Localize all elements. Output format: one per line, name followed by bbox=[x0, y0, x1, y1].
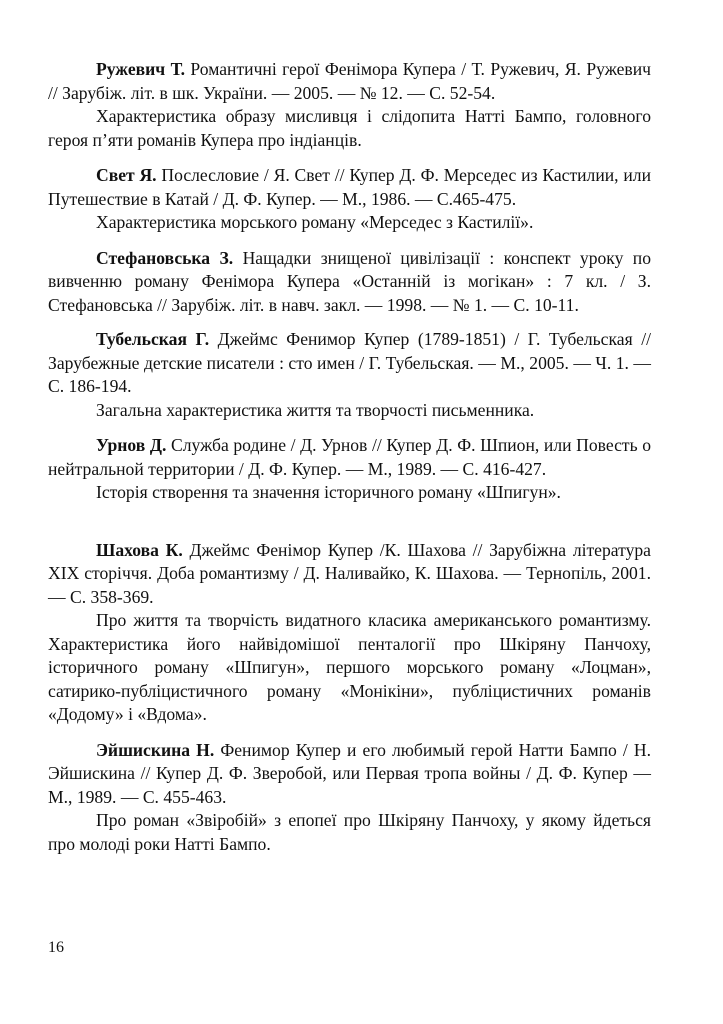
bibliography-entry-stefanovska bbox=[48, 247, 651, 318]
entry-citation bbox=[48, 247, 651, 318]
entry-citation-text: Послесловие / Я. Свет // Купер Д. Ф. Мерседес из Кастилии, или Путешествие в Катай / Д. Ф. Купер. — М., 1986. — С.465-475. bbox=[48, 165, 651, 209]
entry-citation-text: Романтичні герої Фенімора Купера / Т. Ружевич, Я. Ружевич // Зарубіж. літ. в шк. України. — 2005. — № 12. — С. 52-54. bbox=[48, 59, 651, 103]
bibliography-entry-tubelskaya bbox=[48, 328, 651, 422]
entry-description: Характеристика морського роману «Мерседес з Кастилії». bbox=[96, 212, 534, 232]
bibliography-entry-svet bbox=[48, 164, 651, 235]
bibliography-entry-ruzhevych bbox=[48, 58, 651, 152]
entry-description: Про життя та творчість видатного класика американського романтизму. Характеристика його найвідомішої пенталогії про Шкіряну Панчоху, історичного роману «Шпигун», першого морського роману «Лоцман», сатирико-публіцистичного роману «Монікіни», публіцистичних романів «Додому» і «Вдома». bbox=[48, 610, 651, 724]
entry-author: Тубельская Г. bbox=[96, 329, 210, 349]
bibliography-entry-eyshiskina bbox=[48, 739, 651, 857]
entry-citation-text: Служба родине / Д. Урнов // Купер Д. Ф. Шпион, или Повесть о нейтральной территории / Д. Ф. Купер. — М., 1989. — С. 416-427. bbox=[48, 435, 652, 479]
entry-citation bbox=[48, 434, 651, 481]
bibliography-list bbox=[48, 58, 651, 856]
entry-author: Урнов Д. bbox=[96, 435, 167, 455]
entry-author: Шахова К. bbox=[96, 539, 183, 560]
entry-citation bbox=[48, 539, 651, 610]
entry-author: Ружевич Т. bbox=[96, 59, 185, 79]
entry-author: Эйшискина Н. bbox=[96, 739, 215, 760]
entry-description: Загальна характеристика життя та творчості письменника. bbox=[96, 399, 535, 420]
entry-citation bbox=[48, 328, 651, 399]
entry-author: Свет Я. bbox=[96, 165, 157, 185]
entry-citation-text: Джеймс Фенімор Купер /К. Шахова // Зарубіжна література XIX сторіччя. Доба романтизму / Д. Наливайко, К. Шахова. — Тернопіль, 2001. — С. 358-369. bbox=[48, 539, 651, 607]
entry-description: Про роман «Звіробій» з епопеї про Шкіряну Панчоху, у якому йдеться про молоді роки Натті Бампо. bbox=[48, 810, 651, 854]
entry-citation-text: Джеймс Фенимор Купер (1789-1851) / Г. Тубельская // Зарубежные детские писатели : сто имен / Г. Тубельская. — М., 2005. — Ч. 1. — С. 186-194. bbox=[48, 329, 651, 396]
entry-citation bbox=[48, 164, 651, 211]
entry-citation bbox=[48, 739, 651, 810]
bibliography-entry-shakhova bbox=[48, 539, 651, 727]
entry-citation-text: Фенимор Купер и его любимый герой Натти Бампо / Н. Эйшискина // Купер Д. Ф. Зверобой, или Первая тропа войны / Д. Ф. Купер — М., 1989. — С. 455-463. bbox=[48, 739, 651, 807]
page-number: 16 bbox=[48, 939, 64, 956]
entry-citation bbox=[48, 58, 651, 105]
entry-description: Історія створення та значення історичного роману «Шпигун». bbox=[96, 482, 561, 502]
bibliography-entry-urnov bbox=[48, 434, 651, 505]
entry-citation-text: Нащадки знищеної цивілізації : конспект уроку по вивченню роману Фенімора Купера «Останній із могікан» : 7 кл. / З. Стефановська // Зарубіж. літ. в навч. закл. — 1998. — № 1. — С. 10-11. bbox=[48, 247, 651, 315]
entry-author: Стефановська З. bbox=[96, 247, 234, 268]
entry-description: Характеристика образу мисливця і слідопита Натті Бампо, головного героя п’яти романів Купера про індіанців. bbox=[48, 106, 651, 150]
